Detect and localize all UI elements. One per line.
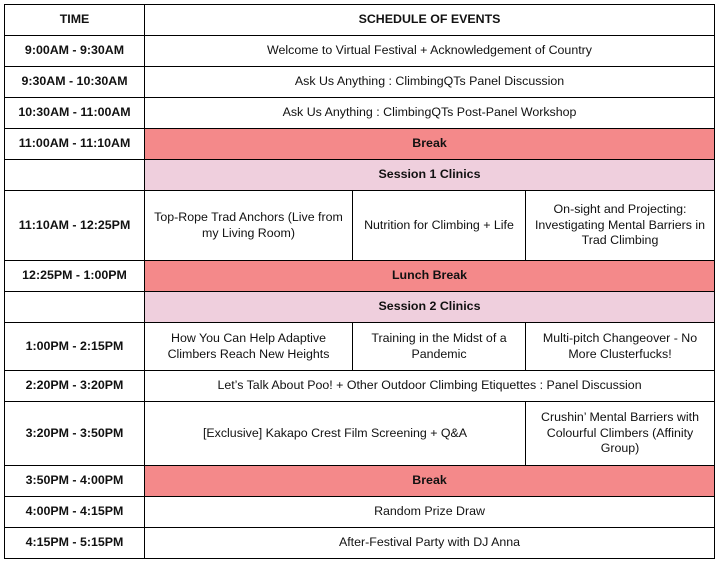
time-cell: 12:25PM - 1:00PM bbox=[5, 261, 145, 292]
time-cell: 3:20PM - 3:50PM bbox=[5, 402, 145, 466]
event-cell: Ask Us Anything : ClimbingQTs Post-Panel Workshop bbox=[145, 98, 715, 129]
session-cell: Session 1 Clinics bbox=[145, 160, 715, 191]
schedule-row bbox=[5, 36, 715, 67]
break-cell: Lunch Break bbox=[145, 261, 715, 292]
clinic-row bbox=[5, 191, 715, 261]
break-row bbox=[5, 261, 715, 292]
break-row bbox=[5, 466, 715, 497]
schedule-row bbox=[5, 528, 715, 559]
clinic-cell: Nutrition for Climbing + Life bbox=[353, 191, 526, 261]
schedule-row bbox=[5, 402, 715, 466]
schedule-row bbox=[5, 98, 715, 129]
time-cell: 4:15PM - 5:15PM bbox=[5, 528, 145, 559]
events-header: SCHEDULE OF EVENTS bbox=[145, 5, 715, 36]
time-header: TIME bbox=[5, 5, 145, 36]
time-cell: 9:00AM - 9:30AM bbox=[5, 36, 145, 67]
event-cell: Let’s Talk About Poo! + Other Outdoor Climbing Etiquettes : Panel Discussion bbox=[145, 371, 715, 402]
event-cell: Ask Us Anything : ClimbingQTs Panel Discussion bbox=[145, 67, 715, 98]
event-cell: Welcome to Virtual Festival + Acknowledgement of Country bbox=[145, 36, 715, 67]
break-cell: Break bbox=[145, 129, 715, 160]
break-cell: Break bbox=[145, 466, 715, 497]
time-cell bbox=[5, 160, 145, 191]
time-cell: 3:50PM - 4:00PM bbox=[5, 466, 145, 497]
event-cell: After-Festival Party with DJ Anna bbox=[145, 528, 715, 559]
time-cell: 11:00AM - 11:10AM bbox=[5, 129, 145, 160]
clinic-cell: How You Can Help Adaptive Climbers Reach New Heights bbox=[145, 323, 353, 371]
schedule-row bbox=[5, 497, 715, 528]
event-cell: Crushin’ Mental Barriers with Colourful Climbers (Affinity Group) bbox=[526, 402, 715, 466]
time-cell: 9:30AM - 10:30AM bbox=[5, 67, 145, 98]
time-cell bbox=[5, 292, 145, 323]
session-row bbox=[5, 292, 715, 323]
time-cell: 1:00PM - 2:15PM bbox=[5, 323, 145, 371]
time-cell: 10:30AM - 11:00AM bbox=[5, 98, 145, 129]
time-cell: 11:10AM - 12:25PM bbox=[5, 191, 145, 261]
event-cell: [Exclusive] Kakapo Crest Film Screening + Q&A bbox=[145, 402, 526, 466]
time-cell: 2:20PM - 3:20PM bbox=[5, 371, 145, 402]
clinic-cell: Training in the Midst of a Pandemic bbox=[353, 323, 526, 371]
time-cell: 4:00PM - 4:15PM bbox=[5, 497, 145, 528]
clinic-cell: On-sight and Projecting: Investigating Mental Barriers in Trad Climbing bbox=[526, 191, 715, 261]
schedule-row bbox=[5, 371, 715, 402]
clinic-cell: Multi-pitch Changeover - No More Clusterfucks! bbox=[526, 323, 715, 371]
header-row bbox=[5, 5, 715, 36]
schedule-row bbox=[5, 67, 715, 98]
clinic-cell: Top-Rope Trad Anchors (Live from my Living Room) bbox=[145, 191, 353, 261]
session-row bbox=[5, 160, 715, 191]
break-row bbox=[5, 129, 715, 160]
event-cell: Random Prize Draw bbox=[145, 497, 715, 528]
schedule-table bbox=[4, 4, 715, 559]
session-cell: Session 2 Clinics bbox=[145, 292, 715, 323]
clinic-row bbox=[5, 323, 715, 371]
